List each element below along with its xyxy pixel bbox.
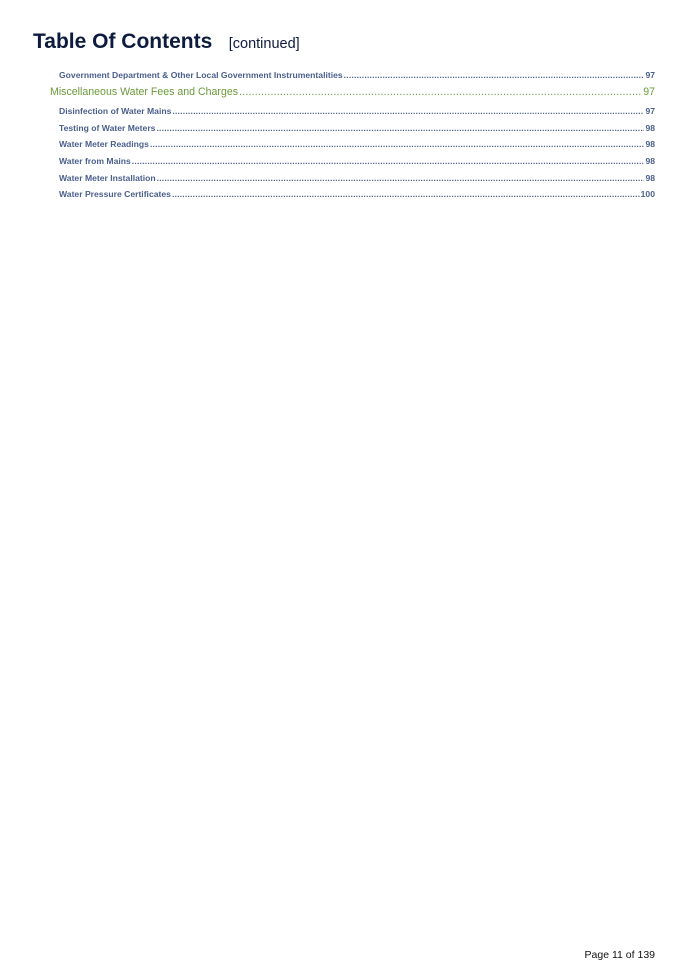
toc-entry-label: Water Meter Installation <box>59 173 156 183</box>
toc-entry-water-pressure-certificates[interactable] <box>59 189 655 199</box>
toc-header <box>33 30 300 54</box>
toc-entry-page: 100 <box>640 189 655 199</box>
toc-entry-page: 98 <box>645 123 655 133</box>
toc-entry-page: 97 <box>645 70 655 80</box>
dot-leader <box>157 173 645 183</box>
toc-entry-page: 98 <box>645 139 655 149</box>
toc-entry-label: Water Pressure Certificates <box>59 189 171 199</box>
toc-entry-water-meter-installation[interactable] <box>59 173 655 183</box>
toc-entry-label: Water from Mains <box>59 156 131 166</box>
dot-leader <box>172 106 644 116</box>
toc-entry-page: 98 <box>645 156 655 166</box>
toc-entry-label: Testing of Water Meters <box>59 123 156 133</box>
toc-entry-disinfection-of-water-mains[interactable] <box>59 106 655 116</box>
toc-entry-page: 97 <box>645 106 655 116</box>
toc-entry-label: Water Meter Readings <box>59 139 149 149</box>
page-number-footer: Page 11 of 139 <box>584 949 655 961</box>
dot-leader <box>239 86 642 98</box>
toc-entry-water-meter-readings[interactable] <box>59 139 655 149</box>
dot-leader <box>150 139 645 149</box>
page-subtitle: [continued] <box>228 36 300 52</box>
toc-entry-miscellaneous-water-fees[interactable] <box>50 86 655 98</box>
toc-entry-label: Government Department & Other Local Government Instrumentalities <box>59 70 343 80</box>
dot-leader <box>172 189 640 199</box>
page-title: Table Of Contents <box>33 30 213 53</box>
toc-entry-label: Miscellaneous Water Fees and Charges <box>50 86 239 98</box>
toc-entry-page: 98 <box>645 173 655 183</box>
toc-entry-page: 97 <box>643 86 655 98</box>
toc-entry-water-from-mains[interactable] <box>59 156 655 166</box>
toc-entry-testing-of-water-meters[interactable] <box>59 123 655 133</box>
toc-entry-label: Disinfection of Water Mains <box>59 106 172 116</box>
dot-leader <box>344 70 645 80</box>
dot-leader <box>132 156 645 166</box>
toc-entry-government-department[interactable] <box>59 70 655 80</box>
dot-leader <box>156 123 644 133</box>
